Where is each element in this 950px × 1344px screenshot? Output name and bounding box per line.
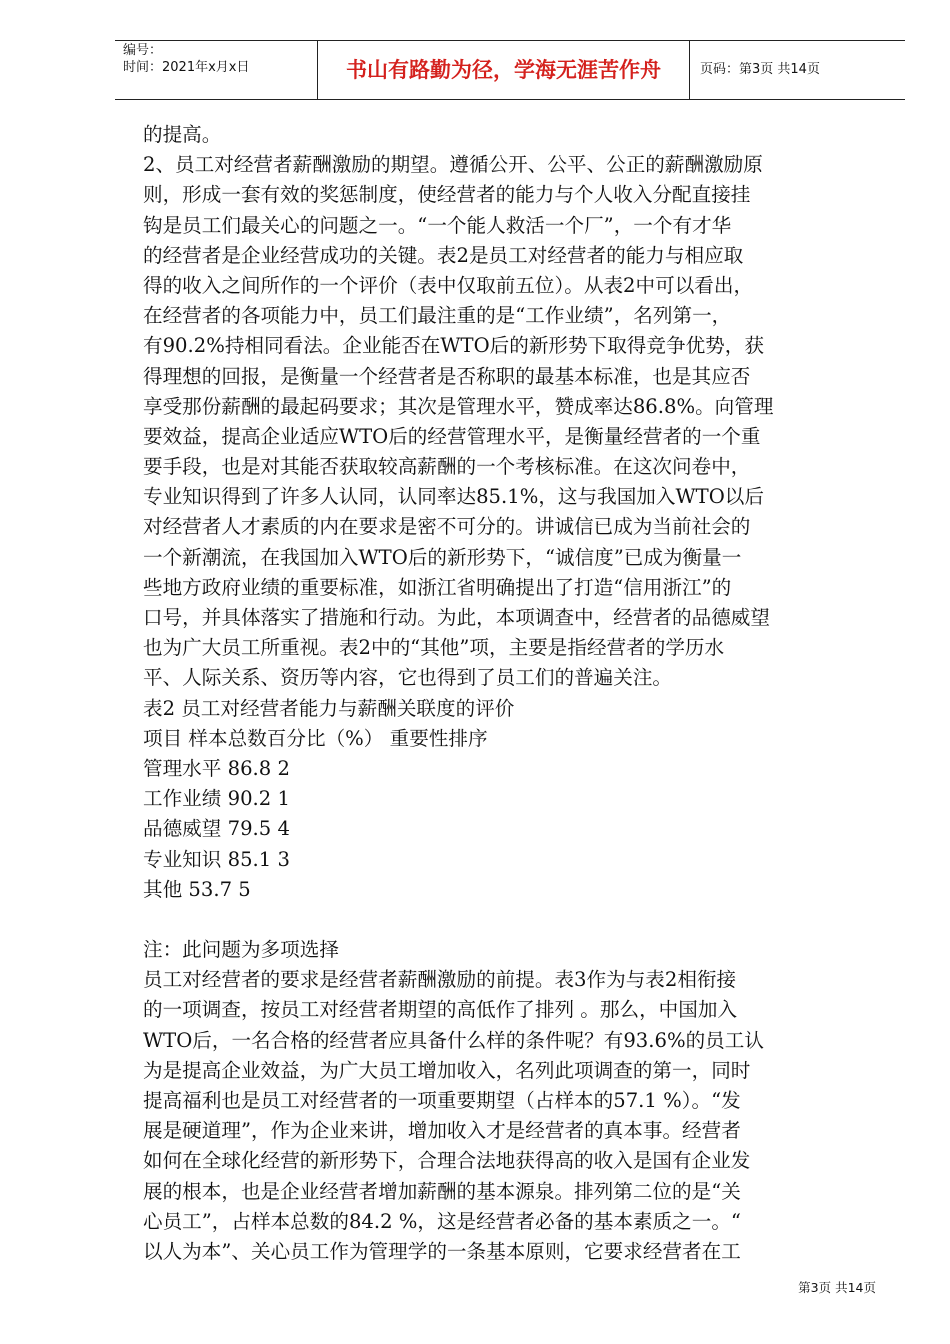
header-motto: 书山有路勤为径，学海无涯苦作舟	[317, 41, 690, 99]
text-line: 口号，并具体落实了措施和行动。为此，本项调查中，经营者的品德威望	[143, 606, 770, 629]
header-meta	[115, 41, 317, 99]
text-line: 得的收入之间所作的一个评价（表中仅取前五位）。从表2中可以看出，	[143, 273, 754, 297]
text-line: 展的根本，也是企业经营者增加薪酬的基本源泉。排列第二位的是“关	[143, 1179, 741, 1203]
header-time-label: 时间：2021年x月x日	[123, 60, 250, 75]
text-line: 些地方政府业绩的重要标准，如浙江省明确提出了打造“信用浙江”的	[143, 575, 732, 599]
table-row: 工作业绩 90.2 1	[143, 787, 290, 811]
page-header	[115, 40, 905, 100]
text-line: WTO后，一名合格的经营者应具备什么样的条件呢？有93.6%的员工认	[143, 1028, 764, 1052]
table-2	[143, 694, 878, 966]
text-line: 心员工”，占样本总数的84.2 %，这是经营者必备的基本素质之一。“	[143, 1209, 741, 1233]
table-row: 其他 53.7 5	[143, 877, 251, 901]
text-line: 也为广大员工所重视。表2中的“其他”项，主要是指经营者的学历水	[143, 636, 725, 660]
table-row: 管理水平 86.8 2	[143, 756, 290, 780]
header-page-info: 页码：第3页 共14页	[700, 62, 820, 77]
paragraph-2	[143, 965, 878, 1267]
text-line: 享受那份薪酬的最起码要求；其次是管理水平，赞成率达86.8%。向管理	[143, 394, 774, 418]
page-footer: 第3页 共14页	[798, 1280, 876, 1295]
text-line: 钩是员工们最关心的问题之一。“一个能人救活一个厂”，一个有才华	[143, 213, 732, 237]
text-line: 在经营者的各项能力中，员工们最注重的是“工作业绩”，名列第一，	[143, 304, 732, 328]
text-line: 得理想的回报，是衡量一个经营者是否称职的最基本标准，也是其应否	[143, 364, 751, 388]
table-row: 品德威望 79.5 4	[143, 817, 290, 841]
text-line: 对经营者人才素质的内在要求是密不可分的。讲诚信已成为当前社会的	[143, 515, 751, 539]
text-line: 展是硬道理”，作为企业来讲，增加收入才是经营者的真本事。经营者	[143, 1119, 741, 1143]
text-line: 有90.2%持相同看法。企业能否在WTO后的新形势下取得竞争优势，获	[143, 334, 764, 358]
table-note: 注：此问题为多项选择	[143, 938, 339, 962]
table-caption: 表2 员工对经营者能力与薪酬关联度的评价	[143, 696, 515, 720]
text-line: 如何在全球化经营的新形势下，合理合法地获得高的收入是国有企业发	[143, 1149, 751, 1173]
text-line: 要效益，提高企业适应WTO后的经营管理水平，是衡量经营者的一个重	[143, 424, 761, 448]
header-number-label: 编号：	[123, 43, 163, 58]
text-line: 平、人际关系、资历等内容，它也得到了员工们的普遍关注。	[143, 666, 673, 690]
table-header: 项目 样本总数百分比（%） 重要性排序	[143, 726, 488, 750]
text-line: 提高福利也是员工对经营者的一项重要期望（占样本的57.1 %）。“发	[143, 1089, 741, 1112]
table-row: 专业知识 85.1 3	[143, 847, 290, 871]
text-line: 专业知识得到了许多人认同，认同率达85.1%，这与我国加入WTO以后	[143, 485, 764, 509]
paragraph-1	[143, 120, 878, 694]
text-line: 则，形成一套有效的奖惩制度，使经营者的能力与个人收入分配直接挂	[143, 183, 751, 207]
text-line: 2、员工对经营者薪酬激励的期望。遵循公开、公平、公正的薪酬激励原	[143, 153, 763, 177]
text-line: 为是提高企业效益，为广大员工增加收入，名列此项调查的第一，同时	[143, 1058, 751, 1082]
blank-line	[143, 905, 878, 935]
text-line: 员工对经营者的要求是经营者薪酬激励的前提。表3作为与表2相衔接	[143, 968, 737, 992]
text-line: 以人为本”、关心员工作为管理学的一条基本原则，它要求经营者在工	[143, 1239, 741, 1263]
text-line: 要手段，也是对其能否获取较高薪酬的一个考核标准。在这次问卷中，	[143, 455, 751, 479]
text-line: 的一项调查，按员工对经营者期望的高低作了排列 。那么，中国加入	[143, 998, 738, 1022]
text-line: 的提高。	[143, 123, 222, 146]
text-line: 一个新潮流，在我国加入WTO后的新形势下，“诚信度”已成为衡量一	[143, 545, 742, 569]
text-line: 的经营者是企业经营成功的关键。表2是员工对经营者的能力与相应取	[143, 243, 744, 267]
document-body	[143, 120, 878, 1267]
